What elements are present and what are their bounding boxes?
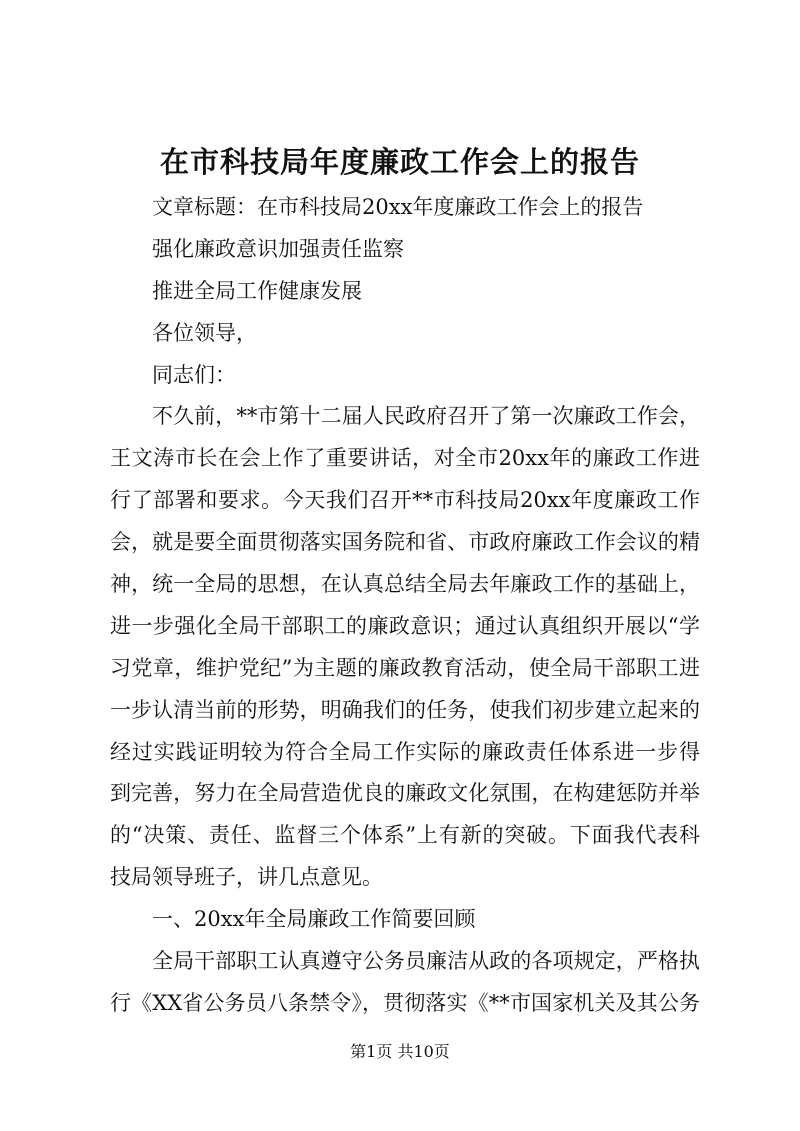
salutation-leaders: 各位领导， (152, 320, 257, 345)
paragraph-line: 全局干部职工认真遵守公务员廉洁从政的各项规定，严格执 (152, 949, 700, 974)
paragraph-line: 行了部署和要求。今天我们召开**市科技局20xx年度廉政工作 (110, 488, 700, 513)
article-title-line: 文章标题：在市科技局20xx年度廉政工作会上的报告 (152, 195, 644, 219)
paragraph-line: 进一步强化全局干部职工的廉政意识；通过认真组织开展以“学 (110, 613, 700, 638)
paragraph-line: 王文涛市长在会上作了重要讲话，对全市20xx年的廉政工作进 (110, 446, 700, 471)
paragraph-line: 神，统一全局的思想，在认真总结全局去年廉政工作的基础上， (110, 572, 700, 597)
paragraph-line: 经过实践证明较为符合全局工作实际的廉政责任体系进一步得 (110, 739, 700, 764)
paragraph-line: 的“决策、责任、监督三个体系”上有新的突破。下面我代表科 (110, 823, 700, 848)
section-heading: 一、20xx年全局廉政工作简要回顾 (152, 907, 476, 932)
subtitle-line-2: 推进全局工作健康发展 (152, 278, 362, 303)
subtitle-line-1: 强化廉政意识加强责任监察 (152, 236, 404, 261)
paragraph-line: 习党章，维护党纪”为主题的廉政教育活动，使全局干部职工进 (110, 655, 700, 680)
page-title: 在市科技局年度廉政工作会上的报告 (159, 145, 640, 179)
paragraph-line: 不久前，**市第十二届人民政府召开了第一次廉政工作会， (152, 404, 700, 429)
paragraph-line: 技局领导班子，讲几点意见。 (110, 865, 383, 890)
paragraph-line: 一步认清当前的形势，明确我们的任务，使我们初步建立起来的 (110, 697, 700, 722)
paragraph-line: 行《XX省公务员八条禁令》，贯彻落实《**市国家机关及其公务 (110, 990, 700, 1015)
salutation-comrades: 同志们： (152, 362, 236, 387)
paragraph-line: 会，就是要全面贯彻落实国务院和省、市政府廉政工作会议的精 (110, 530, 700, 555)
document-body (110, 187, 700, 1025)
paragraph-line: 到完善，努力在全局营造优良的廉政文化氛围，在构建惩防并举 (110, 781, 700, 806)
page-footer: 第1页 共10页 (350, 1042, 450, 1061)
